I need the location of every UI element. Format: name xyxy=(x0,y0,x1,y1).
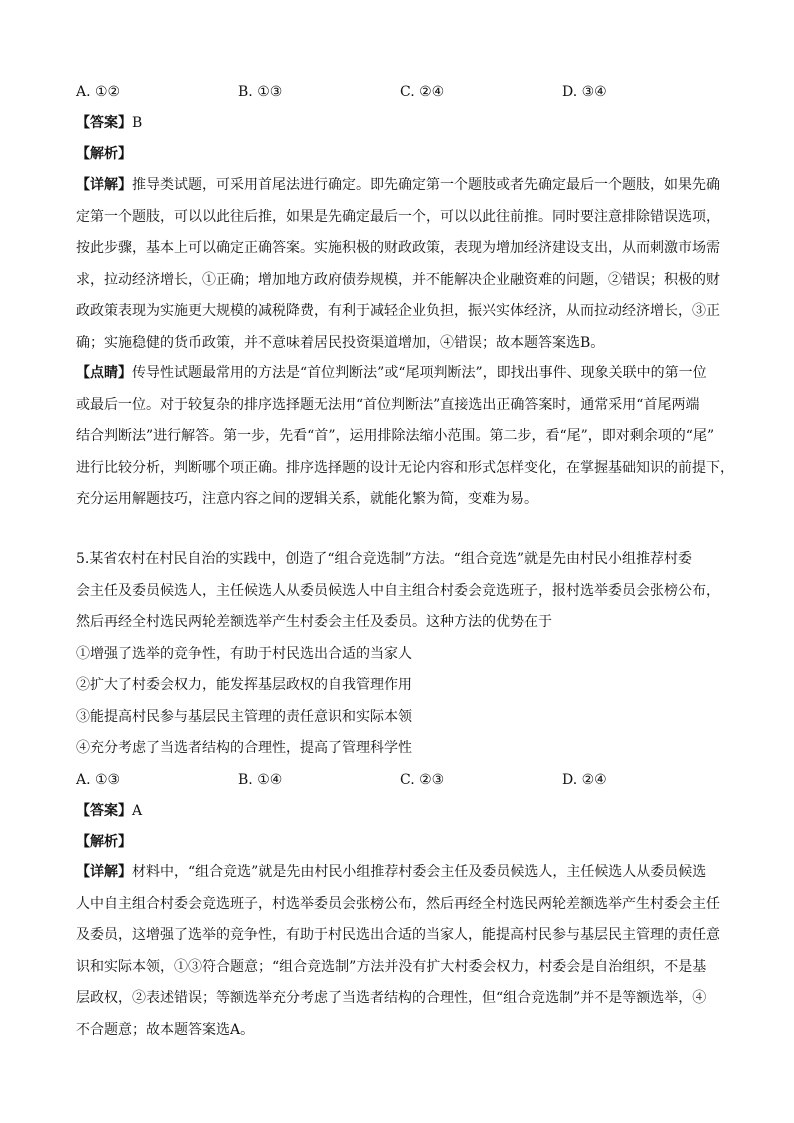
q5-analysis-tag: 【解析】 xyxy=(76,834,132,850)
q4-tip-line: 结合判断法”进行解答。第一步，先看“首”，运用排除法缩小范围。第二步，看“尾”，即对剩余项的“尾” xyxy=(76,428,715,444)
q5-answer-line xyxy=(76,801,142,821)
q5-detail-line: 识和实际本领，①③符合题意；“组合竞选制”方法并没有扩大村委会权力，村委会是自治组织，不是基 xyxy=(76,958,707,975)
q5-detail-line: 材料中，“组合竞选”就是先由村民小组推荐村委会主任及委员候选人，主任候选人从委员候选 xyxy=(132,864,707,880)
q5-item: ③能提高村民参与基层民主管理的责任意识和实际本领 xyxy=(76,708,412,725)
q5-answer-value: A xyxy=(132,803,143,819)
q4-option-c: C. ②④ xyxy=(400,84,445,100)
q4-detail-line: 确；实施稳健的货币政策，并不意味着居民投资渠道增加，④错误；故本题答案选B。 xyxy=(76,334,605,351)
q5-item: ②扩大了村委会权力，能发挥基层政权的自我管理作用 xyxy=(76,677,412,693)
q4-tip-line: 充分运用解题技巧，注意内容之间的逻辑关系，就能化繁为简，变难为易。 xyxy=(76,491,538,507)
q5-option-a: A. ①③ xyxy=(76,772,121,788)
q5-detail-tag: 【详解】 xyxy=(76,864,132,880)
q5-stem-line: 会主任及委员候选人，主任候选人从委员候选人中自主组合村委会竞选班子，报村选举委员会张榜公布， xyxy=(76,582,720,599)
q4-tip-line: 传导性试题最常用的方法是“首位判断法”或“尾项判断法”，即找出事件、现象关联中的第一位 xyxy=(132,365,707,381)
q4-detail-paragraph xyxy=(76,170,726,359)
q4-analysis-tag: 【解析】 xyxy=(76,146,132,162)
q5-stem xyxy=(76,544,726,765)
q5-option-d: D. ②④ xyxy=(562,772,607,788)
q4-detail-line: 定第一个题肢，可以以此往后推，如果是先确定最后一个，可以以此往前推。同时要注意排除错误选项， xyxy=(76,208,720,225)
q5-stem-line: 5.某省农村在村民自治的实践中，创造了“组合竞选制”方法。“组合竞选”就是先由村民小组推荐村委 xyxy=(76,551,692,567)
q5-item: ④充分考虑了当选者结构的合理性，提高了管理科学性 xyxy=(76,740,412,756)
q5-answer-tag: 【答案】 xyxy=(76,803,132,819)
q4-answer-value: B xyxy=(132,115,143,131)
q5-detail-line: 人中自主组合村委会竞选班子，村选举委员会张榜公布，然后再经全村选民两轮差额选举产生村委会主任 xyxy=(76,895,720,912)
q5-option-c: C. ②③ xyxy=(400,772,445,788)
q4-tip-line: 或最后一位。对于较复杂的排序选择题无法用“首位判断法”直接选出正确答案时，通常采用“首尾两端 xyxy=(76,396,700,413)
q5-option-b: B. ①④ xyxy=(238,772,283,788)
q5-detail-line: 及委员，这增强了选举的竞争性，有助于村民选出合适的当家人，能提高村民参与基层民主管理的责任意 xyxy=(76,927,720,943)
q5-stem-line: 然后再经全村选民两轮差额选举产生村委会主任及委员。这种方法的优势在于 xyxy=(76,614,552,630)
q4-tip-tag: 【点睛】 xyxy=(76,365,132,381)
q4-detail-line: 按此步骤，基本上可以确定正确答案。实施积极的财政政策，表现为增加经济建设支出，从而刺激市场需 xyxy=(76,240,720,256)
q4-option-b: B. ①③ xyxy=(238,84,283,100)
q4-detail-line: 求，拉动经济增长，①正确；增加地方政府债券规模，并不能解决企业融资难的问题，②错误；积极的财 xyxy=(76,271,720,288)
q4-answer-tag: 【答案】 xyxy=(76,115,132,131)
q4-option-d: D. ③④ xyxy=(562,84,607,100)
q4-option-a: A. ①② xyxy=(76,84,121,100)
q5-detail-line: 层政权，②表述错误；等额选举充分考虑了当选者结构的合理性，但“组合竞选制”并不是等额选举，④ xyxy=(76,990,707,1006)
q4-detail-line: 政政策表现为实施更大规模的减税降费，有利于减轻企业负担，振兴实体经济，从而拉动经济增长，③正 xyxy=(76,303,720,319)
q4-detail-tag: 【详解】 xyxy=(76,177,132,193)
q4-detail-line: 推导类试题，可采用首尾法进行确定。即先确定第一个题肢或者先确定最后一个题肢，如果先确 xyxy=(132,177,720,193)
q4-answer-line xyxy=(76,113,142,133)
q5-detail-paragraph xyxy=(76,857,726,1046)
q5-item: ①增强了选举的竞争性，有助于村民选出合适的当家人 xyxy=(76,645,412,662)
q4-tip-paragraph xyxy=(76,358,734,516)
q5-detail-line: 不合题意；故本题答案选A。 xyxy=(76,1021,255,1038)
q4-tip-line: 进行比较分析，判断哪个项正确。排序选择题的设计无论内容和形式怎样变化，在掌握基础知识的前提下， xyxy=(76,459,734,476)
